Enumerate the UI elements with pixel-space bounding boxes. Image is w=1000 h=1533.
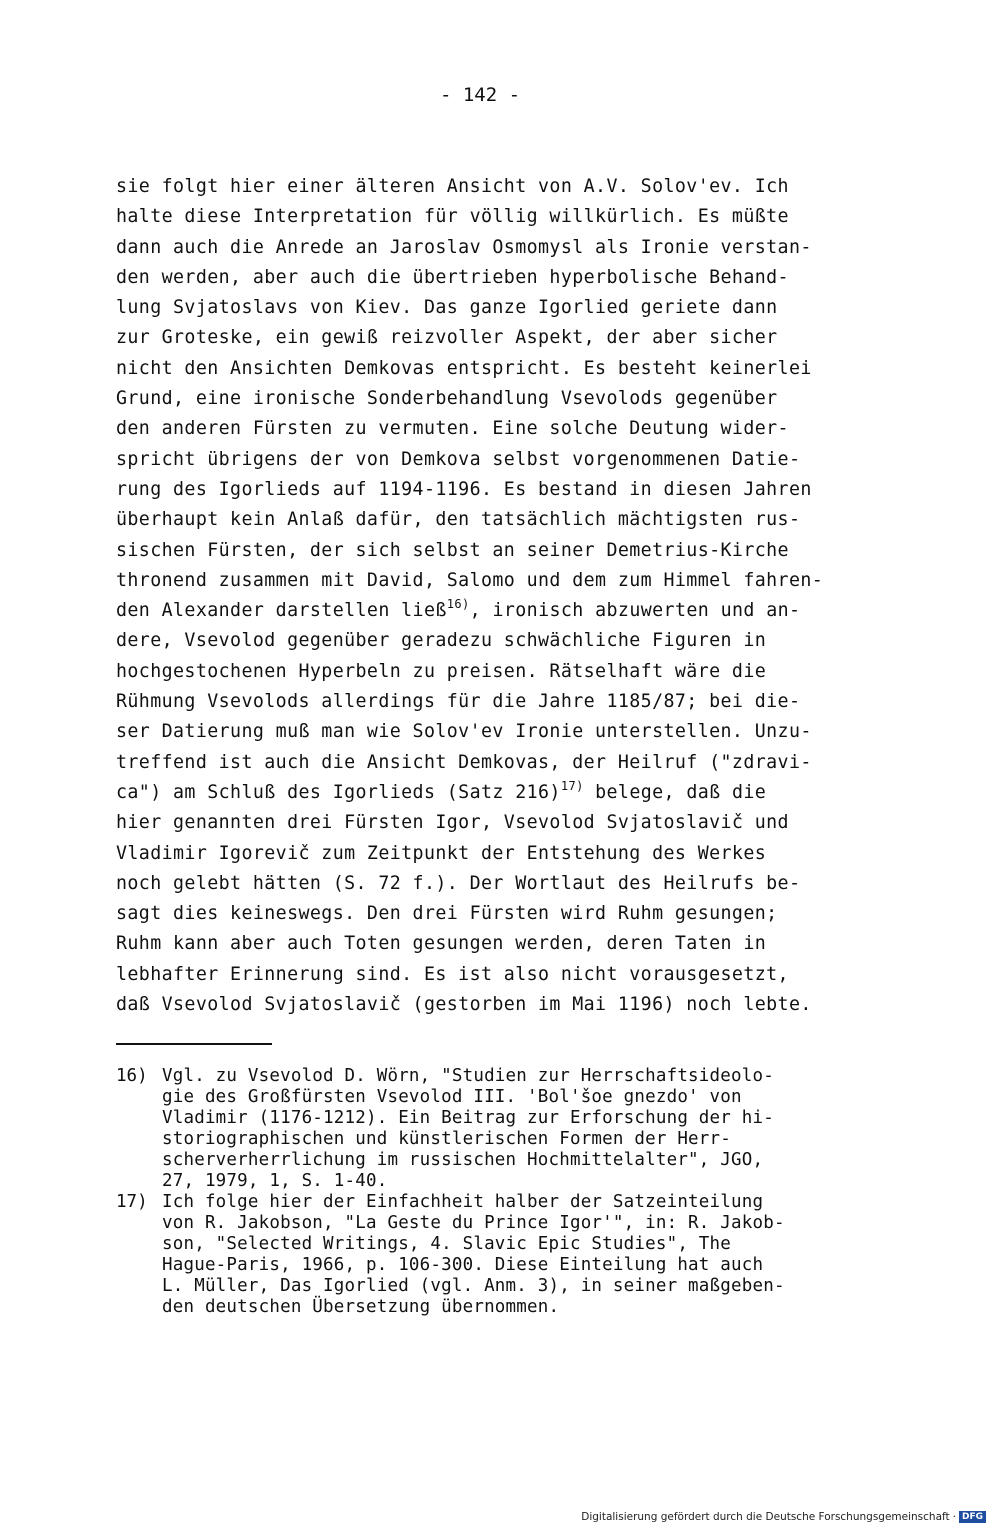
footnote (116, 1066, 886, 1192)
body-line (116, 354, 876, 384)
body-line (116, 445, 876, 475)
body-line-text: den werden, aber auch die übertrieben hyperbolische Behand- (116, 266, 789, 288)
body-line (116, 323, 876, 353)
footnote-number: 17) (116, 1192, 148, 1212)
body-line (116, 172, 876, 202)
footer-credit (581, 1511, 986, 1523)
body-line-text: thronend zusammen mit David, Salomo und dem zum Himmel fahren- (116, 569, 824, 591)
body-line (116, 384, 876, 414)
body-line (116, 505, 876, 535)
footer-separator: · (952, 1511, 956, 1523)
body-line (116, 778, 876, 808)
footnote-text (162, 1192, 886, 1318)
footnote-line: son, "Selected Writings, 4. Slavic Epic Studies", The (162, 1234, 732, 1254)
body-line (116, 869, 876, 899)
body-line (116, 687, 876, 717)
body-line-text: noch gelebt hätten (S. 72 f.). Der Wortlaut des Heilrufs be- (116, 872, 801, 894)
body-line-text: zur Groteske, ein gewiß reizvoller Aspekt, der aber sicher (116, 327, 778, 349)
body-line-text: überhaupt kein Anlaß dafür, den tatsächlich mächtigsten rus- (116, 509, 801, 531)
body-line (116, 626, 876, 656)
body-line-text: Grund, eine ironische Sonderbehandlung Vsevolods gegenüber (116, 388, 778, 410)
body-line (116, 263, 876, 293)
body-line (116, 657, 876, 687)
body-line-text: daß Vsevolod Svjatoslavič (gestorben im Mai 1196) noch lebte. (116, 994, 812, 1016)
body-line (116, 202, 876, 232)
body-line-text: halte diese Interpretation für völlig willkürlich. Es müßte (116, 206, 789, 228)
body-line-text: dere, Vsevolod gegenüber geradezu schwächliche Figuren in (116, 630, 767, 652)
footnote-line: 27, 1979, 1, S. 1-40. (162, 1171, 388, 1191)
body-line-text: rung des Igorlieds auf 1194-1196. Es bestand in diesen Jahren (116, 478, 812, 500)
body-line-text: sie folgt hier einer älteren Ansicht von A.V. Solov'ev. Ich (116, 176, 789, 197)
footnote-line: Vladimir (1176-1212). Ein Beitrag zur Erforschung der hi- (162, 1108, 774, 1128)
body-line (116, 899, 876, 929)
page-number: - 142 - (439, 84, 521, 106)
body-line (116, 475, 876, 505)
footnote-number: 16) (116, 1066, 148, 1086)
body-line-text: ser Datierung muß man wie Solov'ev Ironie unterstellen. Unzu- (116, 721, 812, 743)
body-line-text: den Alexander darstellen ließ (116, 600, 447, 622)
footnote-line: Ich folge hier der Einfachheit halber der Satzeinteilung (162, 1192, 764, 1212)
body-line (116, 566, 876, 596)
body-line-text: belege, daß die (583, 781, 767, 803)
body-line (116, 414, 876, 444)
body-text (116, 172, 876, 1020)
body-line (116, 808, 876, 838)
body-line (116, 990, 876, 1020)
footnote-line: storiographischen und künstlerischen Formen der Herr- (162, 1129, 732, 1149)
footnote-line: Vgl. zu Vsevolod D. Wörn, "Studien zur Herrschaftsideolo- (162, 1066, 774, 1086)
footnote-separator (116, 1043, 272, 1045)
body-line-text: spricht übrigens der von Demkova selbst vorgenommenen Datie- (116, 448, 801, 470)
footnote-line: Hague-Paris, 1966, p. 106-300. Diese Einteilung hat auch (162, 1255, 764, 1275)
body-line (116, 748, 876, 778)
footnote-line: den deutschen Übersetzung übernommen. (162, 1297, 560, 1317)
body-line-text: sischen Fürsten, der sich selbst an seiner Demetrius-Kirche (116, 539, 789, 561)
footnote-line: scherverherrlichung im russischen Hochmittelalter", JGO, (162, 1150, 764, 1170)
body-line (116, 717, 876, 747)
body-line-text: den anderen Fürsten zu vermuten. Eine solche Deutung wider- (116, 418, 789, 440)
footnote-line: gie des Großfürsten Vsevolod III. 'Bol'šoe gnezdo' von (162, 1087, 742, 1107)
body-line-text: nicht den Ansichten Demkovas entspricht. Es besteht keinerlei (116, 357, 812, 379)
body-line (116, 839, 876, 869)
body-line-text: hier genannten drei Fürsten Igor, Vsevolod Svjatoslavič und (116, 812, 789, 834)
body-line-text: ca") am Schluß des Igorlieds (Satz 216) (116, 781, 561, 803)
body-line-text: treffend ist auch die Ansicht Demkovas, der Heilruf ("zdravi- (116, 751, 812, 773)
body-line-text: lung Svjatoslavs von Kiev. Das ganze Igorlied geriete dann (116, 297, 778, 319)
footer-text: Digitalisierung gefördert durch die Deutsche Forschungsgemeinschaft (581, 1511, 950, 1523)
body-line-text: , ironisch abzuwerten und an- (469, 600, 801, 622)
body-line-text: dann auch die Anrede an Jaroslav Osmomysl als Ironie verstan- (116, 236, 812, 258)
body-line-text: lebhafter Erinnerung sind. Es ist also nicht vorausgesetzt, (116, 963, 789, 985)
body-line-text: Ruhm kann aber auch Toten gesungen werden, deren Taten in (116, 933, 767, 955)
body-line-text: hochgestochenen Hyperbeln zu preisen. Rätselhaft wäre die (116, 660, 767, 682)
body-line (116, 536, 876, 566)
body-line-text: Rühmung Vsevolods allerdings für die Jahre 1185/87; bei die- (116, 691, 801, 713)
footnote-line: von R. Jakobson, "La Geste du Prince Igor'", in: R. Jakob- (162, 1213, 785, 1233)
footnote-reference: 16) (446, 597, 470, 612)
body-line (116, 960, 876, 990)
footnote-line: L. Müller, Das Igorlied (vgl. Anm. 3), in seiner maßgeben- (162, 1276, 785, 1296)
body-line (116, 929, 876, 959)
footnote-text (162, 1066, 886, 1192)
footnote (116, 1192, 886, 1318)
body-line-text: sagt dies keineswegs. Den drei Fürsten wird Ruhm gesungen; (116, 903, 778, 925)
body-line (116, 293, 876, 323)
footnote-reference: 17) (560, 778, 584, 793)
body-line (116, 233, 876, 263)
body-line-text: Vladimir Igorevič zum Zeitpunkt der Entstehung des Werkes (116, 842, 767, 864)
body-line (116, 596, 876, 626)
dfg-logo: DFG (959, 1511, 986, 1523)
footnotes (116, 1066, 886, 1318)
